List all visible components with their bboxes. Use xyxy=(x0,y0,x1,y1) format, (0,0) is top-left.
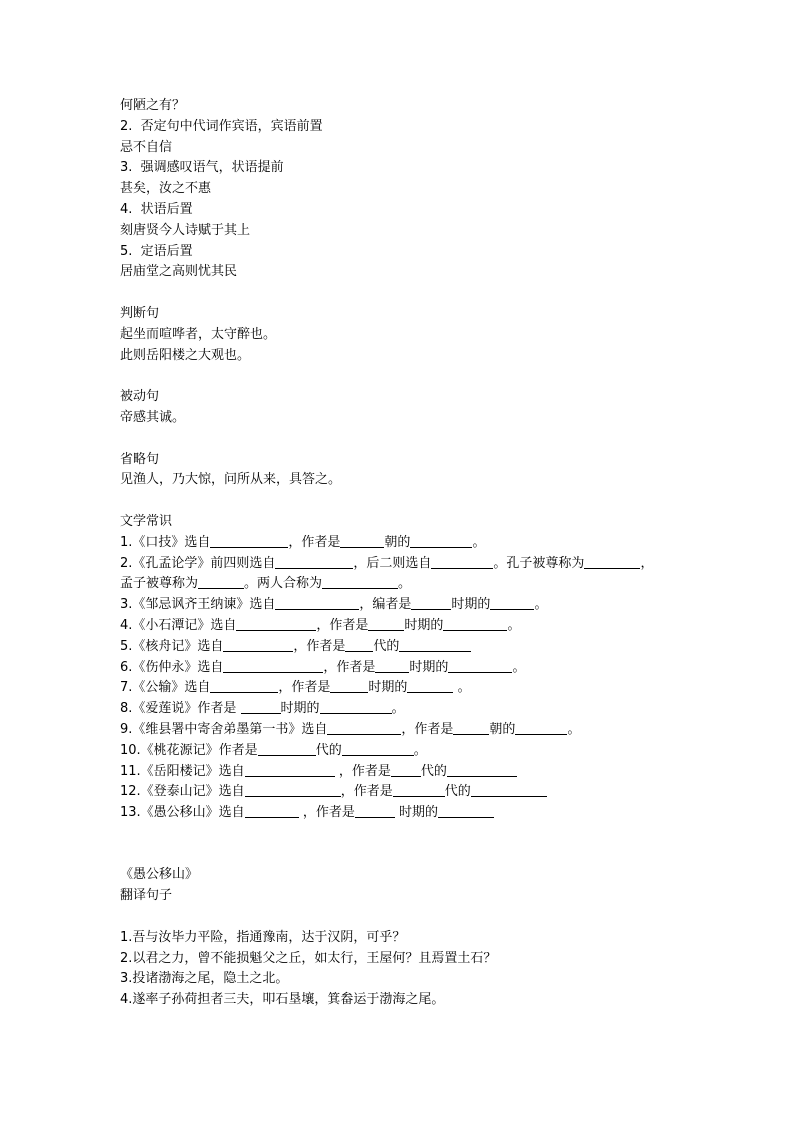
answer-blank[interactable] xyxy=(375,658,409,673)
spacer xyxy=(120,824,680,866)
text-line: 5. 定语后置 xyxy=(120,243,193,259)
text-line: 见渔人，乃大惊，问所从来，具答之。 xyxy=(120,472,342,488)
section-title: 《愚公移山》 xyxy=(120,867,199,883)
answer-blank[interactable] xyxy=(340,533,384,548)
answer-blank[interactable] xyxy=(490,595,534,610)
answer-blank[interactable] xyxy=(241,699,281,714)
quiz-line-2a: 2.《孔孟论学》前四则选自 ，后二则选自 。孔子被尊称为 ， xyxy=(120,555,654,571)
answer-blank[interactable] xyxy=(584,554,640,569)
answer-blank[interactable] xyxy=(391,762,421,777)
answer-blank[interactable] xyxy=(448,658,512,673)
answer-blank[interactable] xyxy=(320,699,392,714)
answer-blank[interactable] xyxy=(342,741,414,756)
section-heading: 判断句 xyxy=(120,305,160,321)
answer-blank[interactable] xyxy=(236,616,316,631)
answer-blank[interactable] xyxy=(438,803,494,818)
answer-blank[interactable] xyxy=(327,720,401,735)
translation-sentence: 1.吾与汝毕力平险，指通豫南，达于汉阴，可乎？ xyxy=(120,929,406,945)
document-page xyxy=(120,96,680,1011)
answer-blank[interactable] xyxy=(223,637,293,652)
answer-blank[interactable] xyxy=(443,616,507,631)
spacer xyxy=(120,429,680,450)
text-line: 4. 状语后置 xyxy=(120,201,193,217)
quiz-line-4: 4.《小石潭记》选自 ，作者是 时期的 。 xyxy=(120,617,521,633)
quiz-line-5: 5.《核舟记》选自 ，作者是 代的 xyxy=(120,637,680,658)
spacer xyxy=(120,491,680,512)
answer-blank[interactable] xyxy=(210,678,278,693)
section-heading: 文学常识 xyxy=(120,513,173,529)
answer-blank[interactable] xyxy=(393,782,445,797)
answer-blank[interactable] xyxy=(198,574,244,589)
spacer xyxy=(120,907,680,928)
answer-blank[interactable] xyxy=(355,803,395,818)
text-line: 3. 强调感叹语气，状语提前 xyxy=(120,160,284,176)
translation-sentence: 2.以君之力，曾不能损魁父之丘，如太行，王屋何？且焉置土石？ xyxy=(120,950,497,966)
answer-blank[interactable] xyxy=(258,741,316,756)
answer-blank[interactable] xyxy=(275,554,353,569)
answer-blank[interactable] xyxy=(368,616,404,631)
answer-blank[interactable] xyxy=(471,782,547,797)
answer-blank[interactable] xyxy=(210,533,288,548)
quiz-line-10: 10.《桃花源记》作者是 代的 。 xyxy=(120,742,427,758)
text-line: 刻唐贤今人诗赋于其上 xyxy=(120,222,251,238)
answer-blank[interactable] xyxy=(399,637,471,652)
answer-blank[interactable] xyxy=(245,803,299,818)
answer-blank[interactable] xyxy=(275,595,359,610)
quiz-line-8: 8.《爱莲说》作者是 时期的 。 xyxy=(120,701,405,717)
text-line: 起坐而喧哗者，太守醉也。 xyxy=(120,326,277,342)
section-subtitle: 翻译句子 xyxy=(120,888,173,904)
quiz-line-9: 9.《维县署中寄舍弟墨第一书》选自 ，作者是 朝的 。 xyxy=(120,721,581,737)
text-line: 2. 否定句中代词作宾语，宾语前置 xyxy=(120,118,323,134)
section-heading: 被动句 xyxy=(120,389,160,405)
translation-sentence: 4.遂率子孙荷担者三夫，叩石垦壤，箕畚运于渤海之尾。 xyxy=(120,992,445,1008)
quiz-line-13: 13.《愚公移山》选自 ，作者是 时期的 xyxy=(120,803,680,824)
quiz-line-11: 11.《岳阳楼记》选自 ，作者是 代的 xyxy=(120,762,680,783)
text-line: 何陋之有？ xyxy=(120,98,186,113)
answer-blank[interactable] xyxy=(407,678,453,693)
text-line: 此则岳阳楼之大观也。 xyxy=(120,347,251,363)
section-heading: 省略句 xyxy=(120,451,160,467)
answer-blank[interactable] xyxy=(330,678,368,693)
answer-blank[interactable] xyxy=(453,720,489,735)
text-line: 忌不自信 xyxy=(120,139,173,155)
answer-blank[interactable] xyxy=(410,533,472,548)
translation-sentence: 3.投诸渤海之尾，隐土之北。 xyxy=(120,971,289,987)
quiz-line-3: 3.《邹忌讽齐王纳谏》选自 ，编者是 时期的 。 xyxy=(120,597,548,613)
quiz-line-6: 6.《伤仲永》选自 ，作者是 时期的 。 xyxy=(120,659,526,675)
spacer xyxy=(120,283,680,304)
spacer xyxy=(120,366,680,387)
quiz-line-1: 1.《口技》选自 ，作者是 朝的 。 xyxy=(120,534,486,550)
answer-blank[interactable] xyxy=(447,762,517,777)
text-line: 甚矣，汝之不惠 xyxy=(120,181,212,197)
text-line: 居庙堂之高则忧其民 xyxy=(120,264,238,280)
answer-blank[interactable] xyxy=(245,782,341,797)
answer-blank[interactable] xyxy=(431,554,493,569)
quiz-line-2b: 孟子被尊称为 。两人合称为 。 xyxy=(120,576,412,592)
answer-blank[interactable] xyxy=(322,574,398,589)
answer-blank[interactable] xyxy=(345,637,373,652)
answer-blank[interactable] xyxy=(245,762,335,777)
text-line: 帝感其诚。 xyxy=(120,409,186,425)
answer-blank[interactable] xyxy=(515,720,567,735)
quiz-line-12: 12.《登泰山记》选自 ，作者是 代的 xyxy=(120,782,680,803)
answer-blank[interactable] xyxy=(223,658,323,673)
answer-blank[interactable] xyxy=(411,595,451,610)
quiz-line-7: 7.《公输》选自 ，作者是 时期的 。 xyxy=(120,680,471,696)
